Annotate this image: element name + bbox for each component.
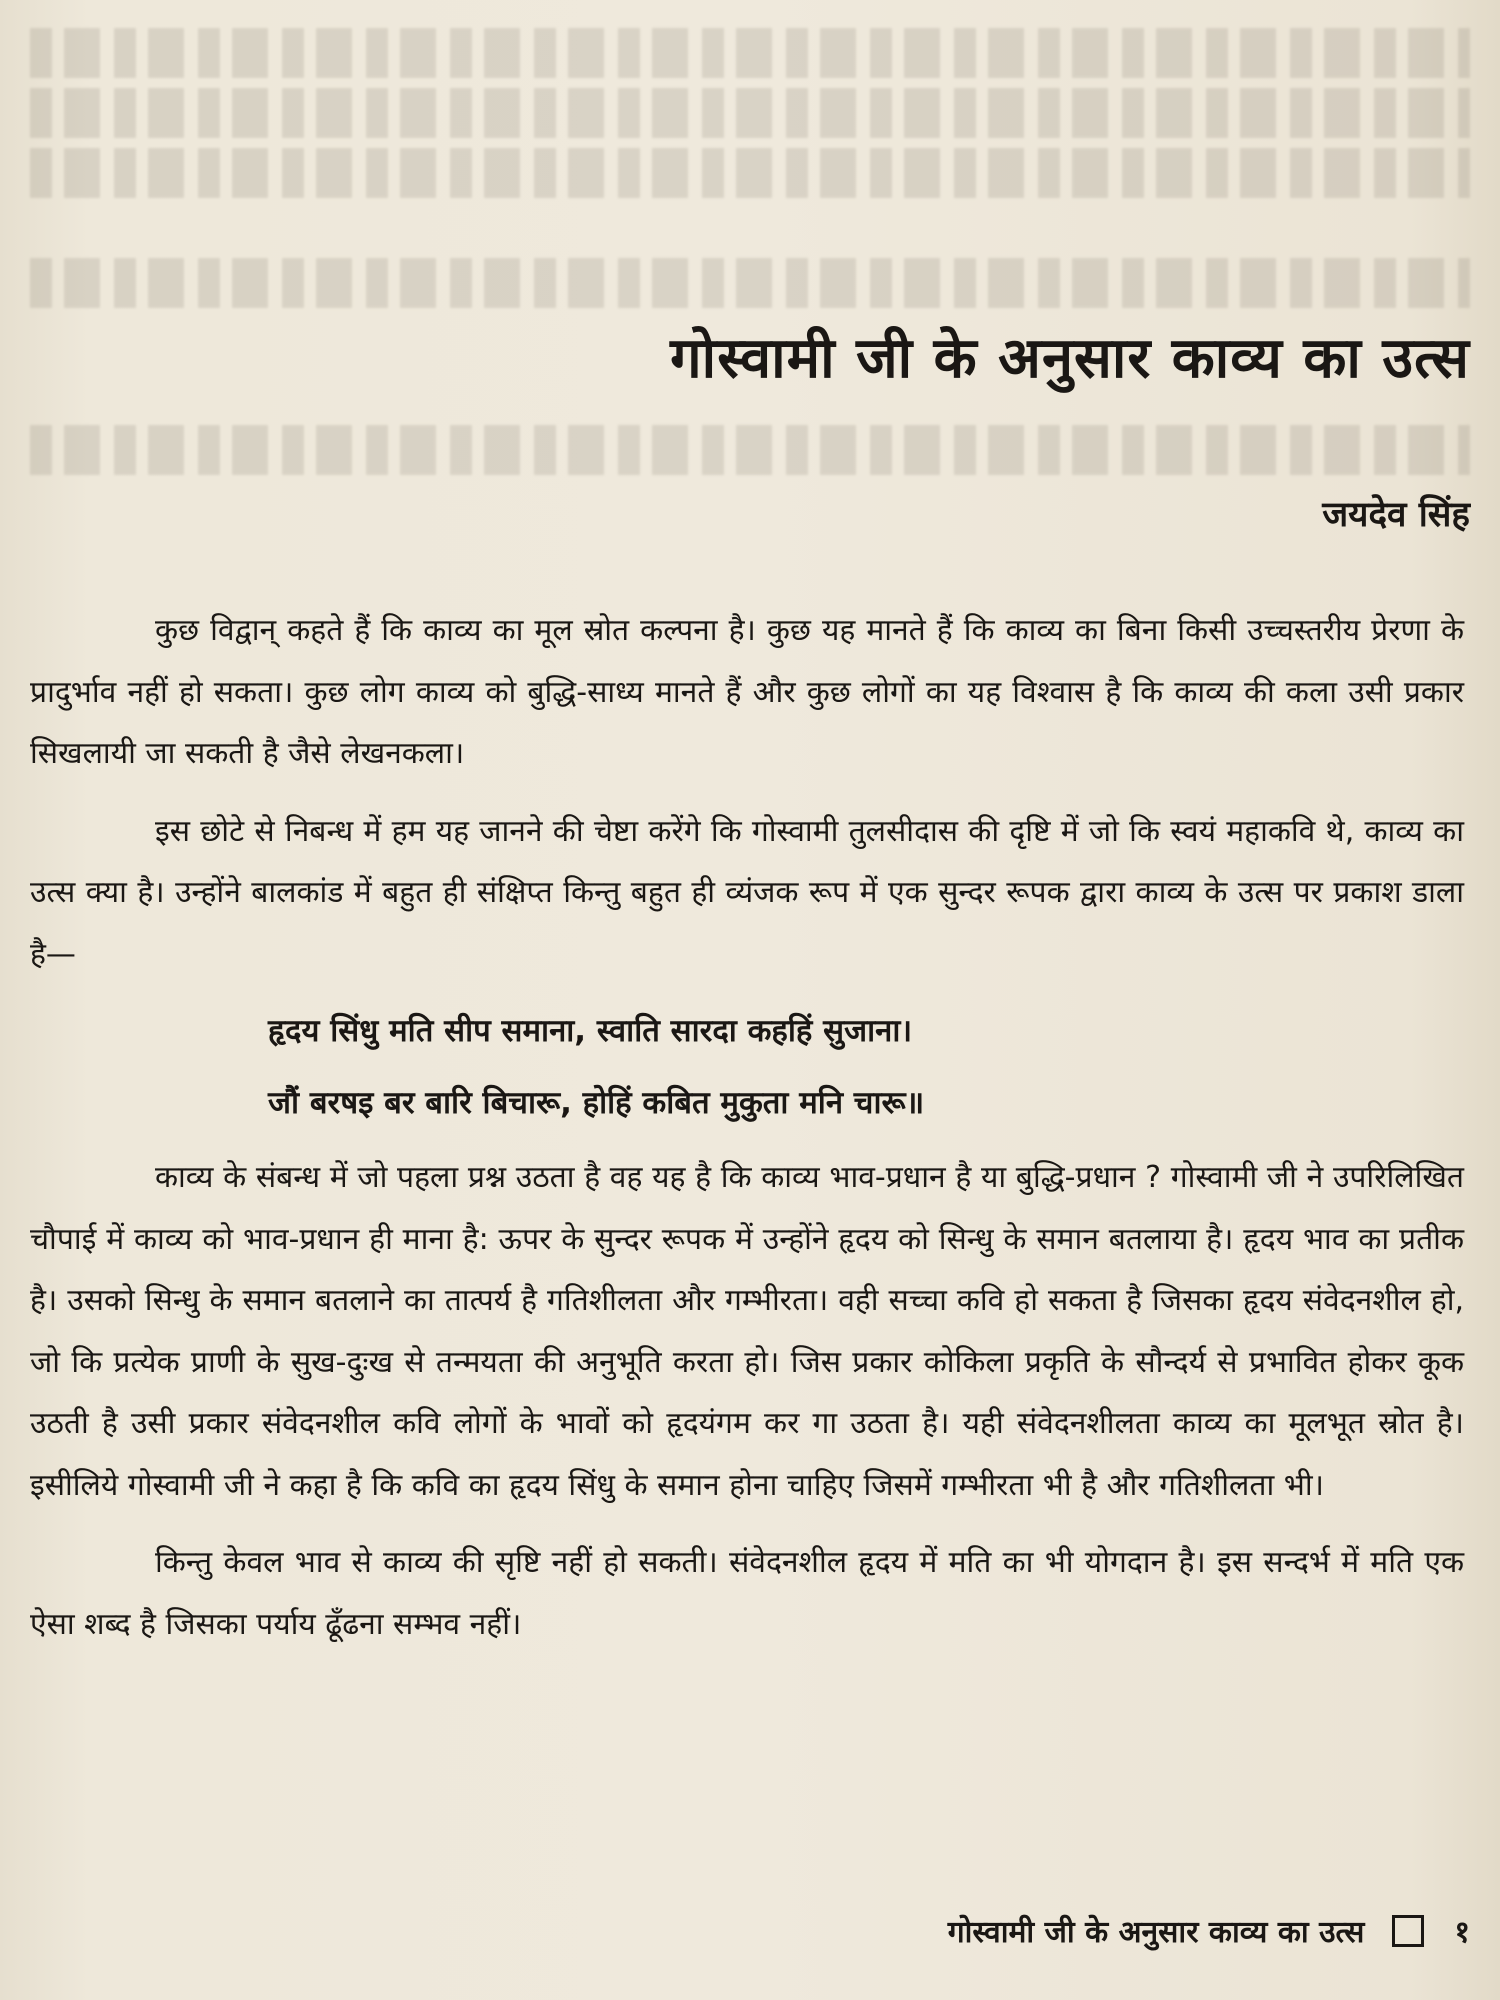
show-through (30, 425, 1470, 475)
verse-line: जौं बरषइ बर बारि बिचारू, होहिं कबित मुकुता मनि चारू॥ (268, 1085, 925, 1121)
square-ornament-icon (1392, 1915, 1424, 1947)
show-through (30, 28, 1470, 78)
paragraph: कुछ विद्वान् कहते हैं कि काव्य का मूल स्रोत कल्पना है। कुछ यह मानते हैं कि काव्य का बिना किसी उच्चस्तरीय प्रेरणा के प्रादुर्भाव नहीं हो सकता। कुछ लोग काव्य को बुद्धि-साध्य मानते हैं और कुछ लोगों का यह विश्वास है कि काव्य की कला उसी प्रकार सिखलायी जा सकती है जैसे लेखनकला। (30, 613, 1464, 771)
running-title: गोस्वामी जी के अनुसार काव्य का उत्स (947, 1915, 1365, 1950)
article-author: जयदेव सिंह (1322, 495, 1470, 535)
paragraph: इस छोटे से निबन्ध में हम यह जानने की चेष्टा करेंगे कि गोस्वामी तुलसीदास की दृष्टि में जो कि स्वयं महाकवि थे, काव्य का उत्स क्या है। उन्होंने बालकांड में बहुत ही संक्षिप्त किन्तु बहुत ही व्यंजक रूप में एक सुन्दर रूपक द्वारा काव्य के उत्स पर प्रकाश डाला है— (30, 813, 1464, 972)
paragraph: किन्तु केवल भाव से काव्य की सृष्टि नहीं हो सकती। संवेदनशील हृदय में मति का भी योगदान है। इस सन्दर्भ में मति एक ऐसा शब्द है जिसका पर्याय ढूँढना सम्भव नहीं। (30, 1545, 1464, 1642)
show-through (30, 258, 1470, 308)
verse-line: हृदय सिंधु मति सीप समाना, स्वाति सारदा कहहिं सुजाना। (268, 1013, 913, 1049)
show-through (30, 148, 1470, 198)
show-through (30, 88, 1470, 138)
verse-block (30, 1001, 1464, 1133)
page-number: १ (1454, 1915, 1470, 1950)
article-title: गोस्वामी जी के अनुसार काव्य का उत्स (670, 326, 1470, 391)
paragraph: काव्य के संबन्ध में जो पहला प्रश्न उठता है वह यह है कि काव्य भाव-प्रधान है या बुद्धि-प्रधान ? गोस्वामी जी ने उपरिलिखित चौपाई में काव्य को भाव-प्रधान ही माना है: ऊपर के सुन्दर रूपक में उन्होंने हृदय को सिन्धु के समान बतलाया है। हृदय भाव का प्रतीक है। उसको सिन्धु के समान बतलाने का तात्पर्य है गतिशीलता और गम्भीरता। वही सच्चा कवि हो सकता है जिसका हृदय संवेदनशील हो, जो कि प्रत्येक प्राणी के सुख-दुःख से तन्मयता की अनुभूति करता हो। जिस प्रकार कोकिला प्रकृति के सौन्दर्य से प्रभावित होकर कूक उठती है उसी प्रकार संवेदनशील कवि लोगों के भावों को हृदयंगम कर गा उठता है। यही संवेदनशीलता काव्य का मूलभूत स्रोत है। इसीलिये गोस्वामी जी ने कहा है कि कवि का हृदय सिंधु के समान होना चाहिए जिसमें गम्भीरता भी है और गतिशीलता भी। (30, 1160, 1464, 1503)
page-footer (948, 1910, 1470, 1951)
article-body (30, 600, 1464, 1655)
